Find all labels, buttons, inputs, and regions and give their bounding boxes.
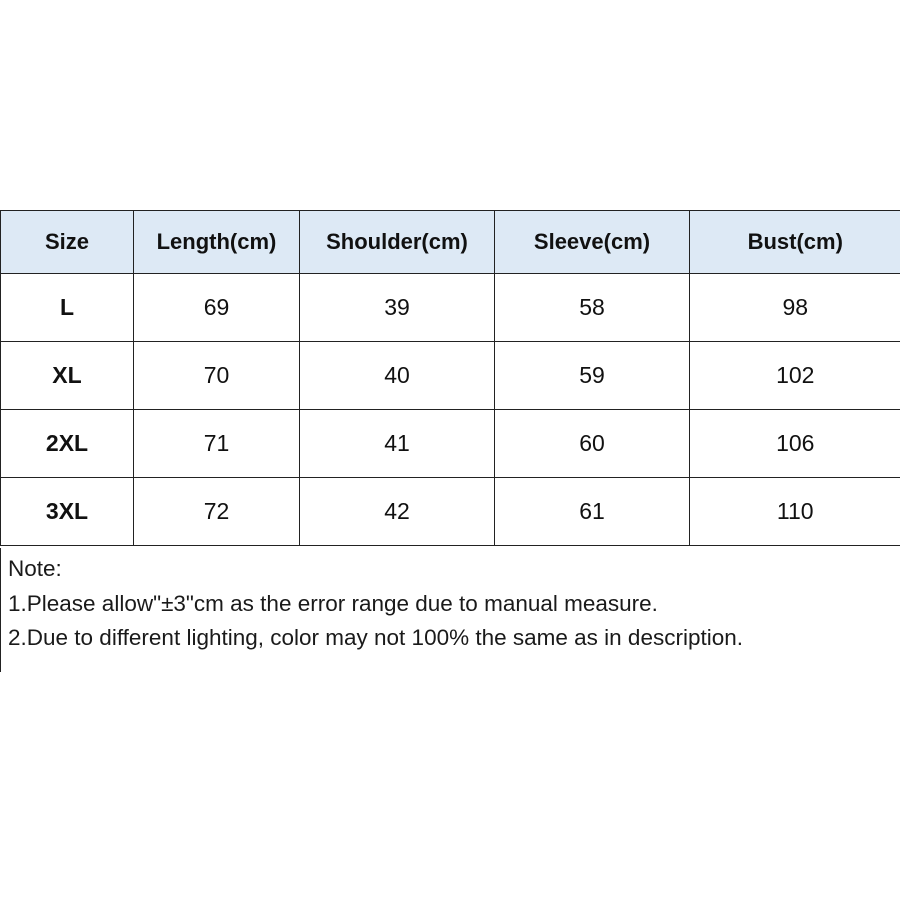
cell-size: XL	[1, 342, 134, 410]
table-row	[1, 410, 900, 478]
header-sleeve: Sleeve(cm)	[495, 211, 690, 274]
cell-sleeve: 60	[495, 410, 690, 478]
cell-length: 70	[134, 342, 300, 410]
header-size: Size	[1, 211, 134, 274]
cell-length: 71	[134, 410, 300, 478]
header-length: Length(cm)	[134, 211, 300, 274]
cell-bust: 110	[690, 478, 900, 546]
cell-size: 2XL	[1, 410, 134, 478]
note-line: 2.Due to different lighting, color may not 100% the same as in description.	[8, 625, 743, 650]
cell-size: L	[1, 274, 134, 342]
cell-shoulder: 42	[300, 478, 495, 546]
cell-length: 72	[134, 478, 300, 546]
table-row	[1, 478, 900, 546]
cell-shoulder: 40	[300, 342, 495, 410]
cell-bust: 98	[690, 274, 900, 342]
header-shoulder: Shoulder(cm)	[300, 211, 495, 274]
note-title: Note:	[8, 556, 62, 581]
header-bust: Bust(cm)	[690, 211, 900, 274]
size-chart-table	[0, 210, 900, 546]
cell-sleeve: 59	[495, 342, 690, 410]
table-row	[1, 274, 900, 342]
table-row	[1, 342, 900, 410]
notes-section	[0, 548, 900, 672]
cell-sleeve: 61	[495, 478, 690, 546]
cell-bust: 102	[690, 342, 900, 410]
cell-shoulder: 41	[300, 410, 495, 478]
cell-sleeve: 58	[495, 274, 690, 342]
cell-bust: 106	[690, 410, 900, 478]
cell-size: 3XL	[1, 478, 134, 546]
note-line: 1.Please allow"±3"cm as the error range due to manual measure.	[8, 590, 658, 616]
cell-shoulder: 39	[300, 274, 495, 342]
cell-length: 69	[134, 274, 300, 342]
table-header-row	[1, 211, 900, 274]
